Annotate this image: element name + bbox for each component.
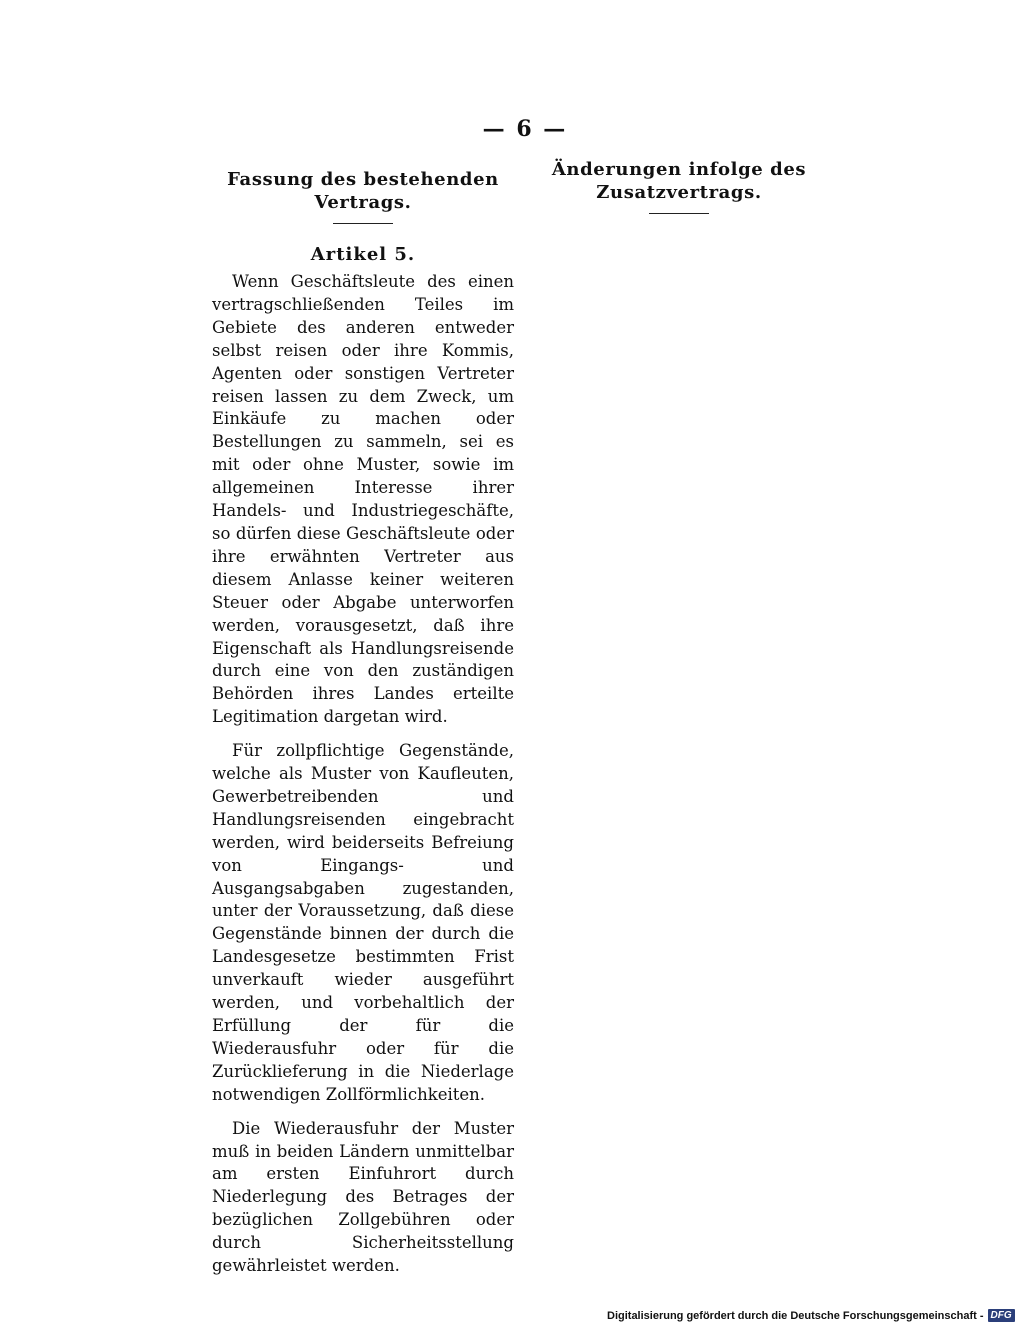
heading-divider (649, 213, 709, 214)
left-column-existing-treaty (212, 168, 514, 1289)
heading-divider (333, 223, 393, 224)
right-column-heading: Änderungen infolge des Zusatzvertrags. (551, 159, 807, 203)
article-title: Artikel 5. (310, 244, 416, 265)
article-paragraph-3: Die Wiederausfuhr der Muster muß in beiden Ländern unmittelbar am ersten Einfuhrort durch Niederlegung des Betrages der bezüglichen Zollgebühren oder durch Sicherheitsstellung gewährleistet werden. (212, 1118, 514, 1276)
page-number: — 6 — (482, 116, 568, 142)
right-column-amendments (538, 158, 820, 214)
dfg-logo: DFG (988, 1309, 1015, 1322)
article-paragraph-2: Für zollpflichtige Gegenstände, welche als Muster von Kaufleuten, Gewerbetreibenden und Handlungsreisenden eingebracht werden, wird beiderseits Befreiung von Eingangs- und Ausgangsabgaben zugestanden, unter der Voraussetzung, daß diese Gegenstände binnen der durch die Landesgesetze bestimmten Frist unverkauft wieder ausgeführt werden, und vorbehaltlich der Erfüllung der für die Wiederausfuhr oder für die Zurücklieferung in die Niederlage notwendigen Zollförmlichkeiten. (212, 741, 514, 1104)
credit-text: Digitalisierung gefördert durch die Deutsche Forschungsgemeinschaft - (607, 1309, 984, 1322)
left-column-heading: Fassung des bestehenden Vertrags. (227, 169, 499, 213)
digitization-credit (607, 1309, 1012, 1322)
article-paragraph-1: Wenn Geschäftsleute des einen vertragschließenden Teiles im Gebiete des anderen entweder selbst reisen oder ihre Kommis, Agenten oder sonstigen Vertreter reisen lassen zu dem Zweck, um Einkäufe zu machen oder Bestellungen zu sammeln, sei es mit oder ohne Muster, sowie im allgemeinen Interesse ihrer Handels- und Industriegeschäfte, so dürfen diese Geschäftsleute oder ihre erwähnten Vertreter aus diesem Anlasse keiner weiteren Steuer oder Abgabe unterworfen werden, vorausgesetzt, daß ihre Eigenschaft als Handlungsreisende durch eine von den zuständigen Behörden ihres Landes erteilte Legitimation dargetan wird. (212, 272, 514, 727)
